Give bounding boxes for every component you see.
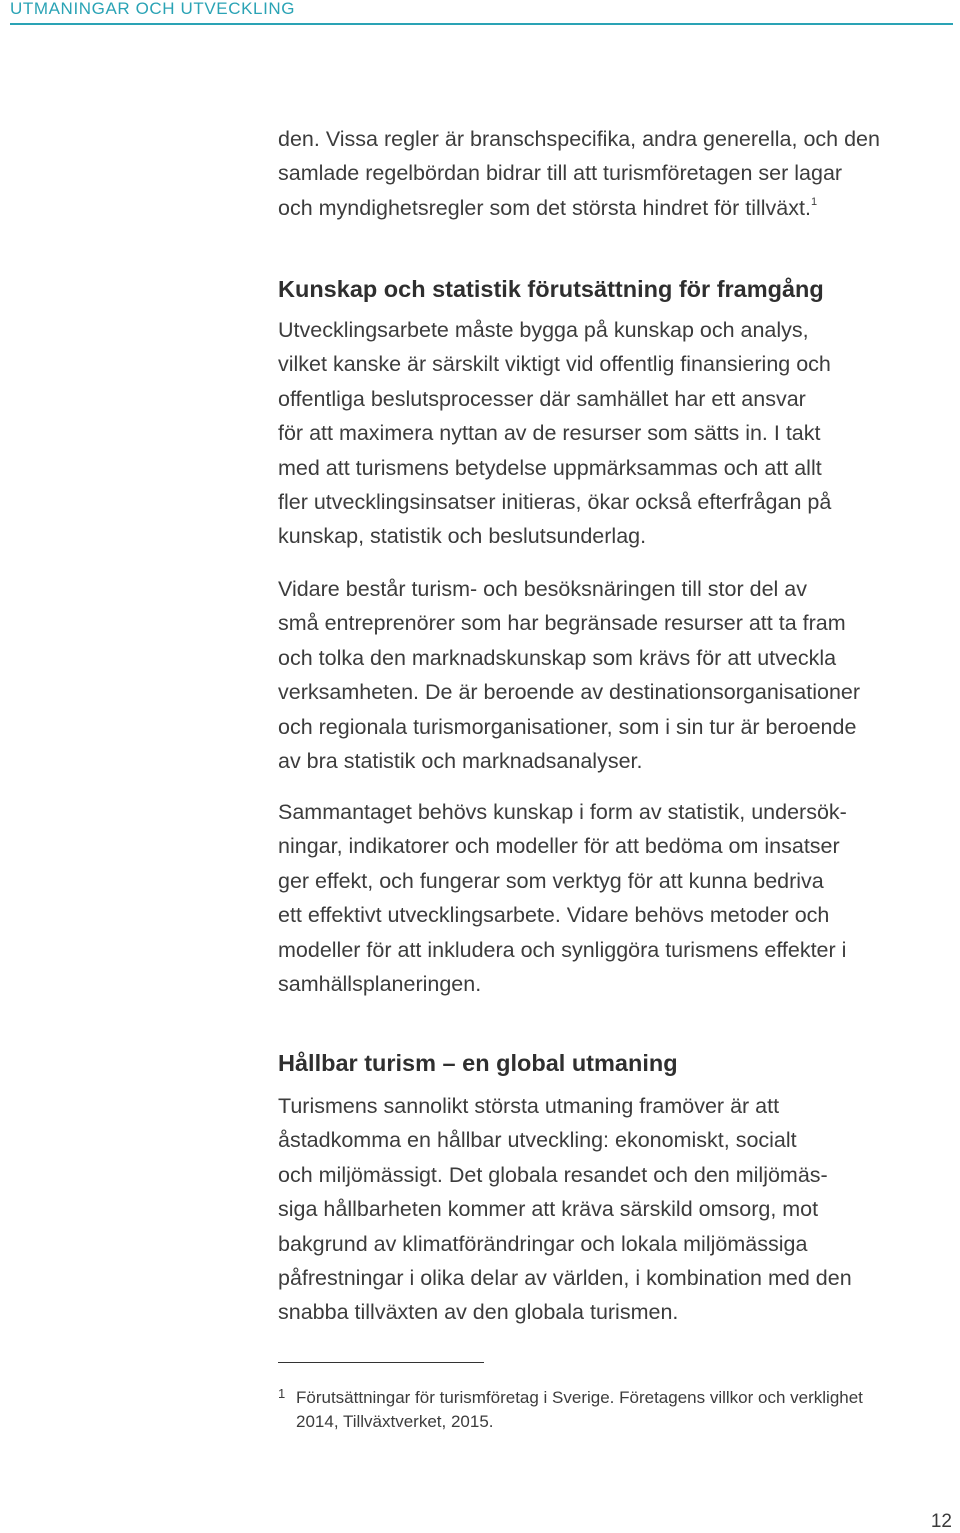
section-1-paragraph-3 bbox=[278, 795, 954, 1001]
footnote bbox=[278, 1386, 958, 1434]
text-line: av bra statistik och marknadsanalyser. bbox=[278, 749, 643, 774]
running-header: UTMANINGAR OCH UTVECKLING bbox=[10, 0, 296, 18]
section-heading bbox=[278, 1048, 954, 1078]
text-line: med att turismens betydelse uppmärksammas och att allt bbox=[278, 455, 822, 480]
footnote-divider bbox=[278, 1362, 484, 1363]
text-line-content: och myndighetsregler som det största hindret för tillväxt. bbox=[278, 195, 811, 220]
text-line: och miljömässigt. Det globala resandet och den miljömäs- bbox=[278, 1162, 828, 1187]
section-1-paragraph-1 bbox=[278, 313, 954, 554]
section-2-heading: Hållbar turism – en global utmaning bbox=[278, 1050, 678, 1076]
footnote-reference[interactable]: 1 bbox=[810, 195, 818, 208]
text-line bbox=[278, 191, 954, 225]
page-number: 12 bbox=[930, 1511, 952, 1532]
section-2-paragraph-1 bbox=[278, 1089, 954, 1330]
text-line: små entreprenörer som har begränsade resurser att ta fram bbox=[278, 611, 846, 636]
text-line: Utvecklingsarbete måste bygga på kunskap och analys, bbox=[278, 318, 809, 342]
text-line: Sammantaget behövs kunskap i form av statistik, undersök- bbox=[278, 800, 847, 824]
intro-paragraph bbox=[278, 122, 954, 225]
header-rule bbox=[10, 23, 953, 25]
section-1-heading: Kunskap och statistik förutsättning för framgång bbox=[278, 276, 824, 302]
section-heading bbox=[278, 274, 954, 304]
text-line: ger effekt, och fungerar som verktyg för att kunna bedriva bbox=[278, 868, 824, 893]
text-line: ett effektivt utvecklingsarbete. Vidare behövs metoder och bbox=[278, 903, 830, 928]
text-line: modeller för att inkludera och synliggöra turismens effekter i bbox=[278, 937, 847, 962]
footnote-line: 2014, Tillväxtverket, 2015. bbox=[296, 1412, 494, 1431]
text-line: samlade regelbördan bidrar till att turismföretagen ser lagar bbox=[278, 161, 843, 186]
text-line: offentliga beslutsprocesser där samhället har ett ansvar bbox=[278, 386, 806, 411]
text-line: vilket kanske är särskilt viktigt vid offentlig finansiering och bbox=[278, 352, 831, 377]
text-line: snabba tillväxten av den globala turismen. bbox=[278, 1300, 679, 1325]
text-line: ningar, indikatorer och modeller för att bedöma om insatser bbox=[278, 834, 840, 859]
text-line: den. Vissa regler är branschspecifika, andra generella, och den bbox=[278, 127, 880, 151]
footnote-line: Förutsättningar för turismföretag i Sverige. Företagens villkor och verklighet bbox=[296, 1388, 863, 1407]
text-line: och tolka den marknadskunskap som krävs för att utveckla bbox=[278, 645, 837, 670]
text-line: fler utvecklingsinsatser initieras, ökar också efterfrågan på bbox=[278, 490, 832, 515]
text-line: och regionala turismorganisationer, som i sin tur är beroende bbox=[278, 714, 857, 739]
text-line: samhällsplaneringen. bbox=[278, 972, 482, 997]
text-line: bakgrund av klimatförändringar och lokala miljömässiga bbox=[278, 1231, 808, 1256]
text-line: påfrestningar i olika delar av världen, i kombination med den bbox=[278, 1266, 852, 1291]
text-line: kunskap, statistik och beslutsunderlag. bbox=[278, 524, 647, 549]
text-line: Turismens sannolikt största utmaning framöver är att bbox=[278, 1094, 780, 1118]
footnote-number: 1 bbox=[278, 1386, 286, 1401]
text-line: Vidare består turism- och besöksnäringen till stor del av bbox=[278, 577, 807, 601]
text-line: för att maximera nyttan av de resurser som sätts in. I takt bbox=[278, 421, 821, 446]
text-line: åstadkomma en hållbar utveckling: ekonomiskt, socialt bbox=[278, 1128, 797, 1153]
text-line: verksamheten. De är beroende av destinationsorganisationer bbox=[278, 680, 861, 705]
text-line: siga hållbarheten kommer att kräva särskild omsorg, mot bbox=[278, 1197, 819, 1222]
section-1-paragraph-2 bbox=[278, 572, 954, 778]
